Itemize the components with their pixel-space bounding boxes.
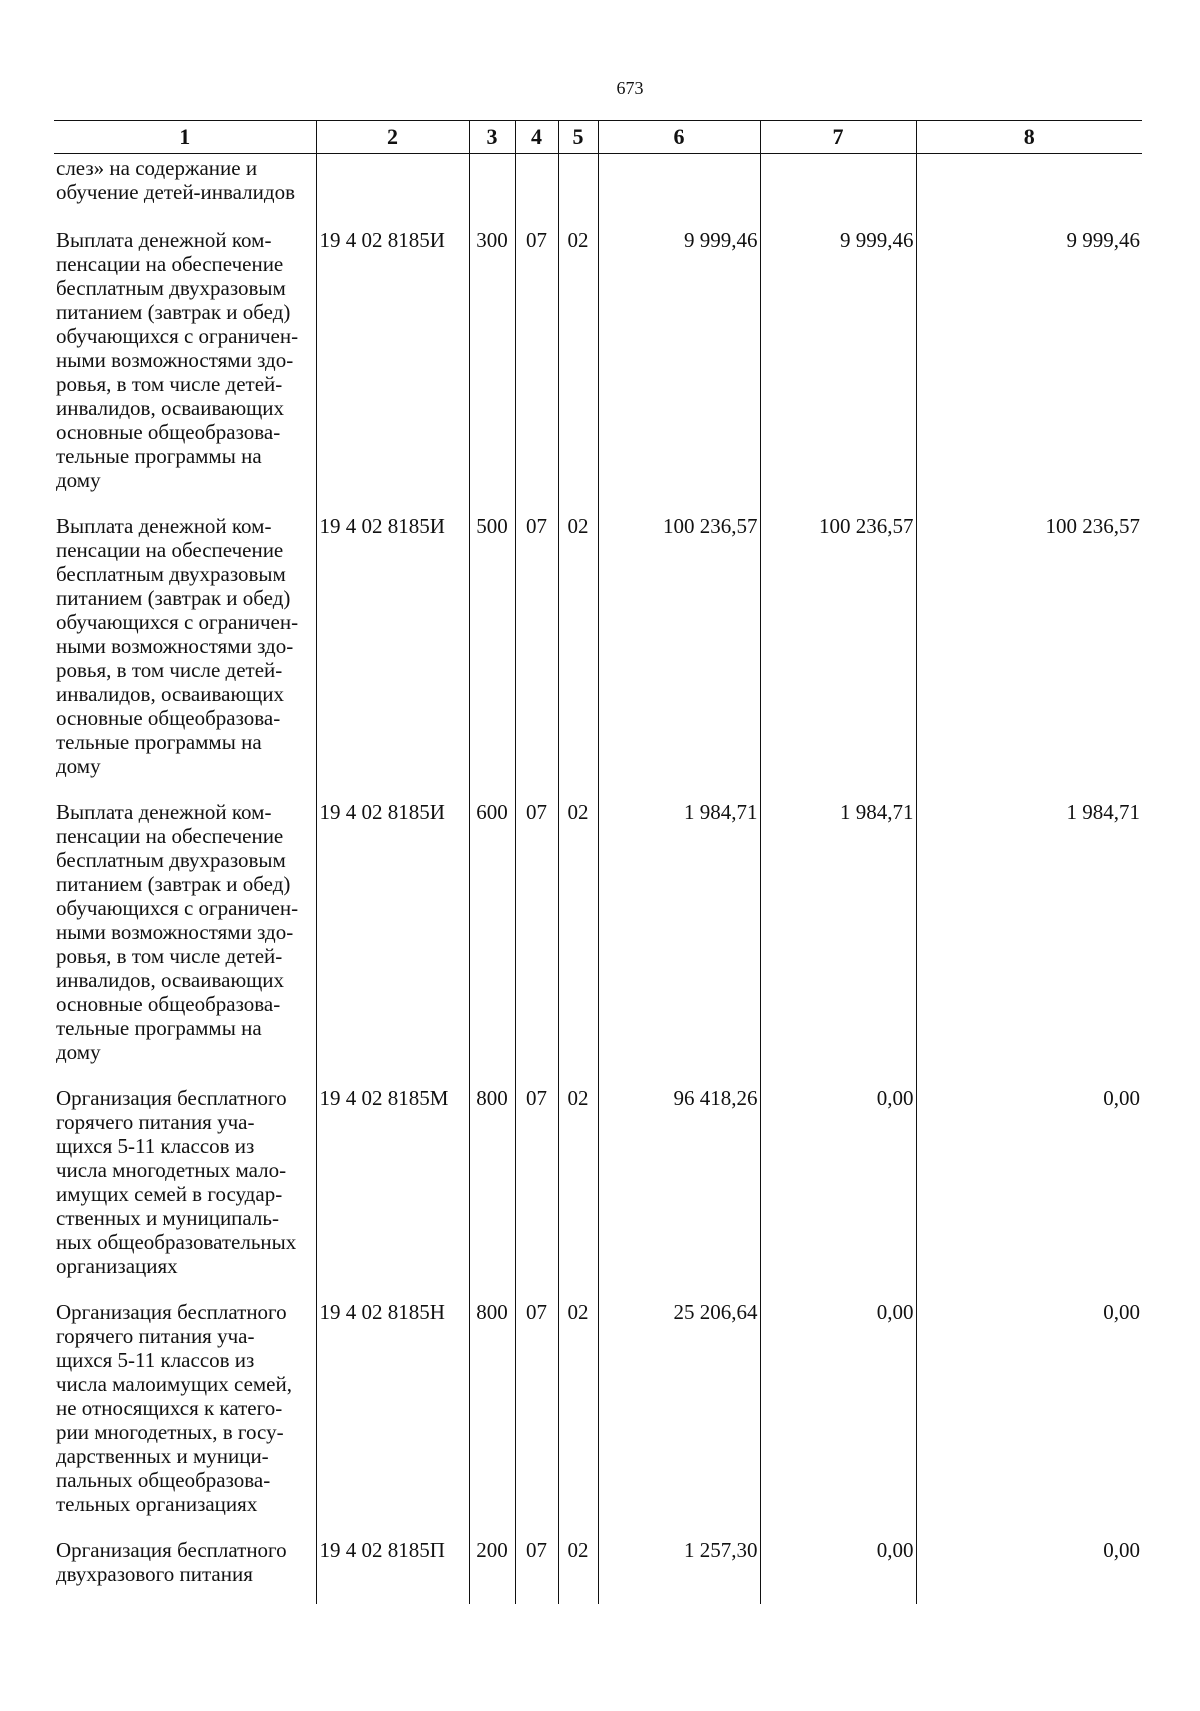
row-amount-7: 1 984,71	[760, 794, 916, 1080]
row-code: 19 4 02 8185И	[316, 794, 469, 1080]
column-header: 4	[515, 121, 558, 154]
row-code: 19 4 02 8185Н	[316, 1294, 469, 1532]
row-amount-8: 100 236,57	[916, 508, 1142, 794]
table-row	[54, 508, 1142, 794]
column-header: 6	[598, 121, 760, 154]
table-row	[54, 222, 1142, 508]
row-description: слез» на содержание и обучение детей-инвалидов	[56, 156, 295, 204]
row-col5: 02	[558, 1080, 598, 1294]
row-col4: 07	[515, 794, 558, 1080]
row-code	[316, 154, 469, 223]
budget-table	[54, 120, 1142, 1604]
row-col3: 800	[469, 1080, 515, 1294]
column-header: 3	[469, 121, 515, 154]
column-header: 1	[54, 121, 316, 154]
row-col4: 07	[515, 508, 558, 794]
row-amount-7: 9 999,46	[760, 222, 916, 508]
row-col3: 800	[469, 1294, 515, 1532]
row-amount-6: 9 999,46	[598, 222, 760, 508]
row-amount-6: 96 418,26	[598, 1080, 760, 1294]
table-row	[54, 794, 1142, 1080]
row-amount-7: 0,00	[760, 1294, 916, 1532]
row-code: 19 4 02 8185П	[316, 1532, 469, 1604]
row-col3: 500	[469, 508, 515, 794]
row-col3: 200	[469, 1532, 515, 1604]
row-code: 19 4 02 8185И	[316, 222, 469, 508]
row-amount-8: 0,00	[916, 1532, 1142, 1604]
row-amount-7: 100 236,57	[760, 508, 916, 794]
row-col3	[469, 154, 515, 223]
row-description: Выплата денежной ком- пенсации на обеспечение бесплатным двухразовым питанием (завтрак и обед) обучающихся с ограничен- ными возможностями здо- ровья, в том числе детей- инвалидов, осваивающих основные общеобразова- тельные программы на дому	[56, 228, 299, 492]
row-amount-6: 1 257,30	[598, 1532, 760, 1604]
header-row	[54, 121, 1142, 154]
row-amount-6	[598, 154, 760, 223]
row-col5: 02	[558, 508, 598, 794]
row-amount-8: 0,00	[916, 1294, 1142, 1532]
row-description: Выплата денежной ком- пенсации на обеспечение бесплатным двухразовым питанием (завтрак и обед) обучающихся с ограничен- ными возможностями здо- ровья, в том числе детей- инвалидов, осваивающих основные общеобразова- тельные программы на дому	[56, 800, 299, 1064]
row-description: Организация бесплатного горячего питания уча- щихся 5-11 классов из числа многодетных мало- имущих семей в государ- ственных и муниципаль- ных общеобразовательных организациях	[56, 1086, 297, 1278]
row-col4: 07	[515, 1532, 558, 1604]
table-row	[54, 1080, 1142, 1294]
row-col4: 07	[515, 222, 558, 508]
row-col4: 07	[515, 1080, 558, 1294]
row-amount-8: 0,00	[916, 1080, 1142, 1294]
row-amount-6: 25 206,64	[598, 1294, 760, 1532]
row-col5: 02	[558, 1294, 598, 1532]
row-amount-6: 1 984,71	[598, 794, 760, 1080]
row-amount-8	[916, 154, 1142, 223]
row-col4: 07	[515, 1294, 558, 1532]
row-col5	[558, 154, 598, 223]
row-amount-8: 1 984,71	[916, 794, 1142, 1080]
table-row	[54, 1532, 1142, 1604]
row-amount-8: 9 999,46	[916, 222, 1142, 508]
row-code: 19 4 02 8185И	[316, 508, 469, 794]
row-col3: 600	[469, 794, 515, 1080]
column-header: 2	[316, 121, 469, 154]
table-row	[54, 154, 1142, 223]
page-number: 673	[616, 78, 644, 98]
row-col5: 02	[558, 222, 598, 508]
row-amount-7: 0,00	[760, 1080, 916, 1294]
row-col4	[515, 154, 558, 223]
column-header: 5	[558, 121, 598, 154]
row-description: Организация бесплатного горячего питания уча- щихся 5-11 классов из числа малоимущих семей, не относящихся к катего- рии многодетных, в госу- дарственных и муници- пальных общеобразова- тельных организациях	[56, 1300, 292, 1516]
column-header: 8	[916, 121, 1142, 154]
row-amount-7: 0,00	[760, 1532, 916, 1604]
row-col5: 02	[558, 1532, 598, 1604]
row-col3: 300	[469, 222, 515, 508]
column-header: 7	[760, 121, 916, 154]
row-amount-7	[760, 154, 916, 223]
row-description: Выплата денежной ком- пенсации на обеспечение бесплатным двухразовым питанием (завтрак и обед) обучающихся с ограничен- ными возможностями здо- ровья, в том числе детей- инвалидов, осваивающих основные общеобразова- тельные программы на дому	[56, 514, 299, 778]
row-col5: 02	[558, 794, 598, 1080]
table-row	[54, 1294, 1142, 1532]
row-code: 19 4 02 8185М	[316, 1080, 469, 1294]
row-description: Организация бесплатного двухразового питания	[56, 1538, 287, 1586]
row-amount-6: 100 236,57	[598, 508, 760, 794]
